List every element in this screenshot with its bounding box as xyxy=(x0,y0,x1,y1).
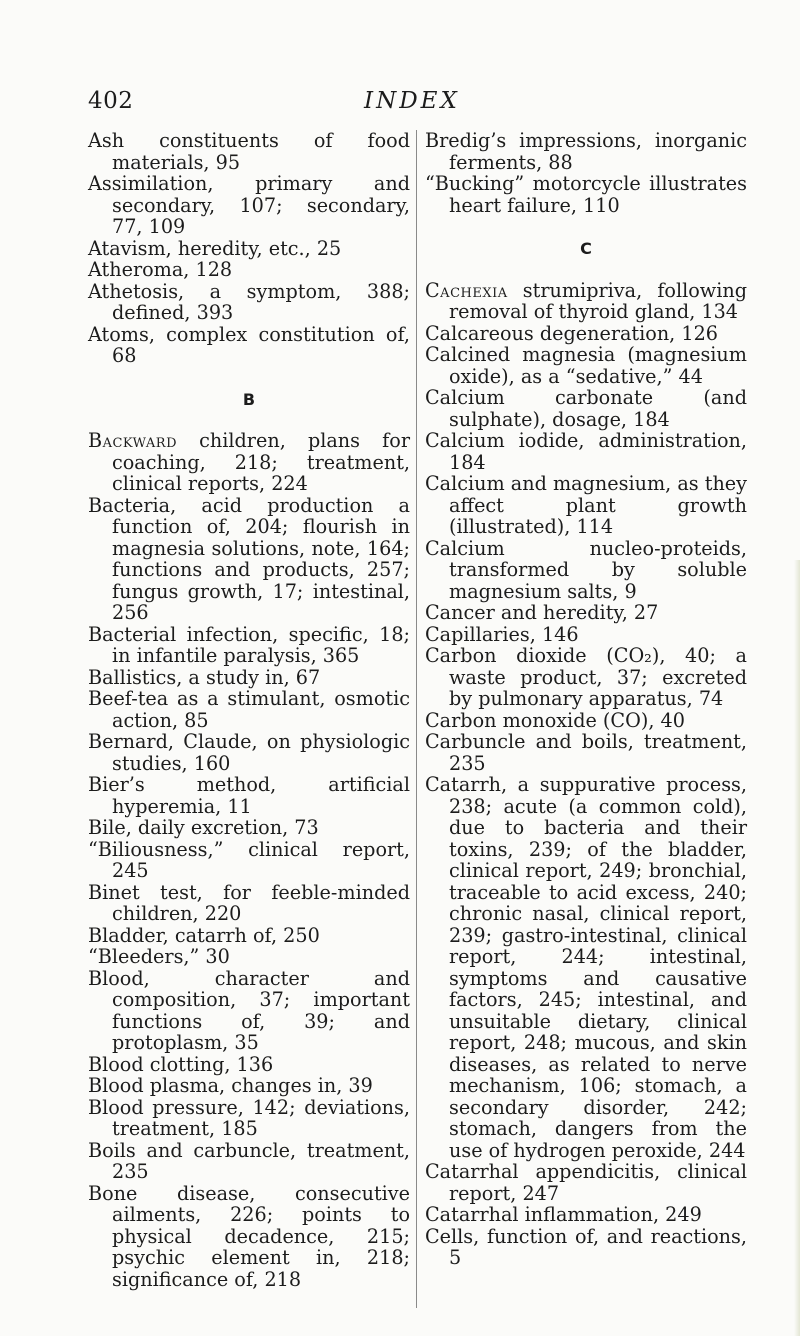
index-entry: Bile, daily excretion, 73 xyxy=(88,816,319,839)
index-entry: Blood, character and composition, 37; important functions of, 39; and protoplasm, 35 xyxy=(88,966,410,1054)
index-entry: Ash constituents of food materials, 95 xyxy=(88,129,410,174)
page-number: 402 xyxy=(88,88,134,114)
index-entry: Calcium iodide, administration, 184 xyxy=(425,429,747,474)
index-entry: Binet test, for feeble-minded children, 220 xyxy=(88,880,410,925)
index-entry: Capillaries, 146 xyxy=(425,622,579,646)
index-entry xyxy=(88,430,410,495)
index-entry: Bacteria, acid production a function of, 204; flourish in magnesia solutions, note, 164; functions and products, 257; fungus growth, 17; intestinal, 256 xyxy=(88,493,410,624)
index-entry: Carbon monoxide (CO), 40 xyxy=(425,708,685,732)
index-entry: Atavism, heredity, etc., 25 xyxy=(88,236,342,260)
index-entry: “Bucking” motorcycle illustrates heart failure, 110 xyxy=(425,172,747,217)
index-entry: Bernard, Claude, on physiologic studies, 160 xyxy=(88,730,410,775)
section-letter-b: B xyxy=(242,389,256,409)
index-entry: Calcium carbonate (and sulphate), dosage, 184 xyxy=(425,386,747,431)
running-title: INDEX xyxy=(364,88,460,114)
index-entry: Catarrhal appendicitis, clinical report, 247 xyxy=(425,1160,747,1205)
page-header xyxy=(0,88,800,118)
entry-head-small-caps: Cachexia xyxy=(425,278,508,302)
index-entry: Carbuncle and boils, treatment, 235 xyxy=(425,730,747,775)
index-entry: Catarrhal inflammation, 249 xyxy=(425,1203,702,1226)
index-entry: Bier’s method, artificial hyperemia, 11 xyxy=(88,773,410,818)
index-entry: Blood plasma, changes in, 39 xyxy=(88,1074,373,1097)
entry-text: children, plans for coaching, 218; treatment, clinical reports, 224 xyxy=(112,429,410,495)
index-entry: Cancer and heredity, 27 xyxy=(425,601,659,624)
index-entry: Calcined magnesia (magnesium oxide), as a “sedative,” 44 xyxy=(425,343,747,388)
index-entry: Blood pressure, 142; deviations, treatment, 185 xyxy=(88,1095,410,1140)
index-entry: Bredig’s impressions, inorganic ferments, 88 xyxy=(425,129,747,174)
page-edge-shading xyxy=(794,560,800,1336)
index-column-left xyxy=(88,130,410,1290)
index-entry: Bladder, catarrh of, 250 xyxy=(88,923,320,947)
index-entry: Boils and carbuncle, treatment, 235 xyxy=(88,1138,410,1183)
column-divider xyxy=(416,130,417,1308)
index-entry: Atoms, complex constitution of, 68 xyxy=(88,322,410,367)
index-entry: Assimilation, primary and secondary, 107; secondary, 77, 109 xyxy=(88,172,410,238)
section-letter-c: C xyxy=(580,239,592,258)
index-entry: Atheroma, 128 xyxy=(88,258,233,281)
index-entry: Beef-tea as a stimulant, osmotic action, 85 xyxy=(88,687,410,732)
index-entry: Athetosis, a symptom, 388; defined, 393 xyxy=(88,279,410,324)
index-entry: “Bleeders,” 30 xyxy=(88,945,230,968)
index-entry: Bacterial infection, specific, 18; in infantile paralysis, 365 xyxy=(88,622,410,667)
index-entry: Calcium nucleo-proteids, transformed by soluble magnesium salts, 9 xyxy=(425,536,747,603)
index-entry: Bone disease, consecutive ailments, 226; points to physical decadence, 215; psychic element in, 218; significance of, 218 xyxy=(88,1181,410,1291)
entry-head-small-caps: Backward xyxy=(88,429,177,452)
index-entry: Calcareous degeneration, 126 xyxy=(425,321,719,345)
index-entry: Ballistics, a study in, 67 xyxy=(88,665,321,689)
index-entry: Calcium and magnesium, as they affect plant growth (illustrated), 114 xyxy=(425,472,747,538)
index-entry: Blood clotting, 136 xyxy=(88,1052,274,1076)
index-entry: “Biliousness,” clinical report, 245 xyxy=(88,837,410,882)
index-column-right xyxy=(425,130,747,1269)
index-entry: Carbon dioxide (CO₂), 40; a waste product, 37; excreted by pulmonary apparatus, 74 xyxy=(425,644,747,710)
entry-text: strumipriva, following removal of thyroid gland, 134 xyxy=(449,278,747,323)
index-entry: Catarrh, a suppurative process, 238; acute (a common cold), due to bacteria and their toxins, 239; of the bladder, clinical report, 249; bronchial, traceable to acid excess, 240; chronic nasal, clinical report, 239; gastro-intestinal, clinical report, 244; intestinal, symptoms and causative factors, 245; intestinal, and unsuitable dietary, clinical report, 248; mucous, and skin diseases, as related to nerve mechanism, 106; stomach, a secondary disorder, 242; stomach, dangers from the use of hydrogen peroxide, 244 xyxy=(425,773,747,1162)
index-entry: Cells, function of, and reactions, 5 xyxy=(425,1224,747,1269)
index-entry xyxy=(425,280,747,323)
